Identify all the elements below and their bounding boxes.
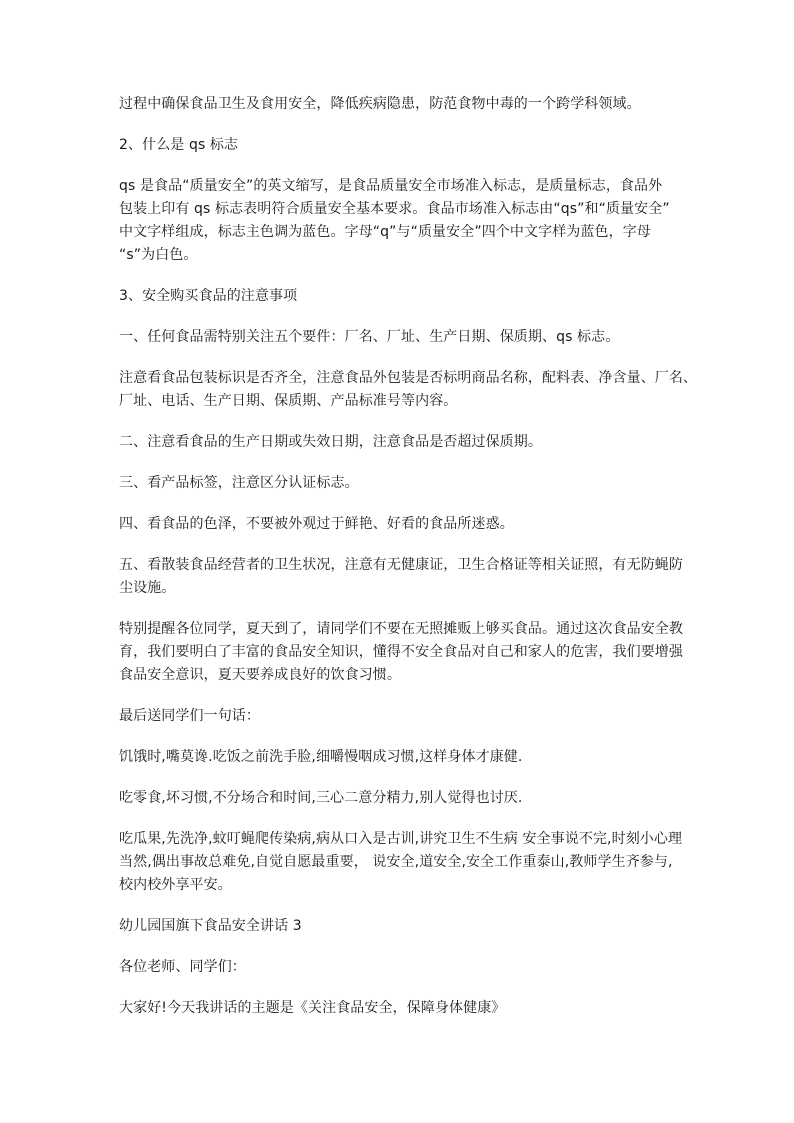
- paragraph-qs-definition: [119, 175, 679, 267]
- text-line: 吃瓜果,先洗净,蚊叮蝇爬传染病,病从口入是古训,讲究卫生不生病 安全事说不完,时刻小心理: [119, 831, 683, 847]
- speech-opening: [119, 997, 679, 1020]
- text-line: 厂址、电话、生产日期、保质期、产品标准号等内容。: [119, 393, 458, 409]
- document-body: [119, 93, 698, 1038]
- text-line: 一、任何食品需特别关注五个要件：厂名、厂址、生产日期、保质期、qs 标志。: [119, 329, 620, 345]
- speech-title: [119, 915, 679, 938]
- text-line: 大家好!今天我讲话的主题是《关注食品安全，保障身体健康》: [119, 1000, 506, 1016]
- speech-salutation: [119, 956, 679, 979]
- text-line: 中文字样组成，标志主色调为蓝色。字母“q”与“质量安全”四个中文字样为蓝色，字母: [119, 224, 651, 240]
- text-line: 吃零食,坏习惯,不分场合和时间,三心二意分精力,别人觉得也讨厌.: [119, 790, 523, 806]
- text-line: 3、安全购买食品的注意事项: [119, 288, 298, 304]
- text-line: 校内校外享平安。: [119, 877, 232, 893]
- paragraph-point-two: [119, 431, 679, 454]
- text-line: 各位老师、同学们：: [119, 959, 246, 975]
- text-line: 当然,偶出事故总难免,自觉自愿最重要， 说安全,道安全,安全工作重泰山,教师学生齐参与,: [119, 854, 673, 870]
- paragraph-point-three: [119, 472, 679, 495]
- section-heading-safe-buying: [119, 285, 679, 308]
- text-line: 育，我们要明白了丰富的食品安全知识，懂得不安全食品对自己和家人的危害，我们要增强: [119, 644, 683, 660]
- text-line: 过程中确保食品卫生及食用安全，降低疾病隐患，防范食物中毒的一个跨学科领域。: [119, 96, 641, 112]
- paragraph-point-four: [119, 513, 679, 536]
- paragraph-rhyme-two: [119, 787, 679, 810]
- paragraph-special-reminder: [119, 618, 683, 687]
- text-line: 注意看食品包装标识是否齐全，注意食品外包装是否标明商品名称，配料表、净含量、厂名、: [119, 370, 698, 386]
- text-line: 二、注意看食品的生产日期或失效日期，注意食品是否超过保质期。: [119, 434, 542, 450]
- paragraph-point-one: [119, 326, 679, 349]
- text-line: 包装上印有 qs 标志表明符合质量安全基本要求。食品市场准入标志由“qs”和“质量安全”: [119, 201, 670, 217]
- text-line: 2、什么是 qs 标志: [119, 137, 239, 153]
- paragraph-rhyme-three: [119, 828, 683, 897]
- paragraph-rhyme-one: [119, 746, 679, 769]
- section-heading-qs-mark: [119, 134, 679, 157]
- text-line: 五、看散装食品经营者的卫生状况，注意有无健康证，卫生合格证等相关证照，有无防蝇防: [119, 557, 683, 573]
- text-line: 饥饿时,嘴莫谗.吃饭之前洗手脸,细嚼慢咽成习惯,这样身体才康健.: [119, 749, 523, 765]
- text-line: “s”为白色。: [119, 247, 198, 263]
- paragraph-packaging-label: [119, 367, 698, 413]
- text-line: 四、看食品的色泽，不要被外观过于鲜艳、好看的食品所迷惑。: [119, 516, 514, 532]
- text-line: 三、看产品标签，注意区分认证标志。: [119, 475, 359, 491]
- paragraph-closing-intro: [119, 705, 679, 728]
- text-line: 特别提醒各位同学，夏天到了，请同学们不要在无照摊贩上够买食品。通过这次食品安全教: [119, 621, 683, 637]
- paragraph-intro-continuation: [119, 93, 679, 116]
- text-line: 最后送同学们一句话：: [119, 708, 260, 724]
- text-line: 幼儿园国旗下食品安全讲话 3: [119, 918, 302, 934]
- paragraph-point-five: [119, 554, 683, 600]
- text-line: qs 是食品“质量安全”的英文缩写，是食品质量安全市场准入标志，是质量标志，食品外: [119, 178, 663, 194]
- text-line: 食品安全意识，夏天要养成良好的饮食习惯。: [119, 667, 401, 683]
- text-line: 尘设施。: [119, 580, 176, 596]
